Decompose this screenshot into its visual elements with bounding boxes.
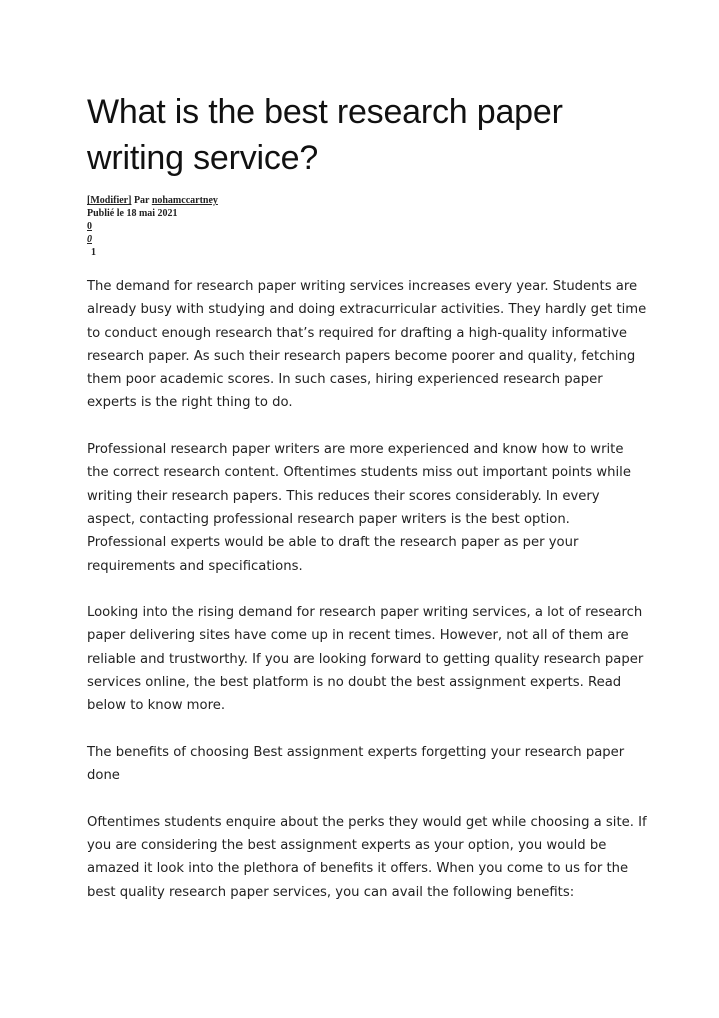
published-date: Publié le 18 mai 2021: [87, 208, 178, 219]
page-title: What is the best research paper writing service?: [87, 93, 563, 177]
par-label: Par: [133, 195, 150, 206]
modifier-link[interactable]: [Modifier]: [87, 195, 132, 206]
count-link-a[interactable]: 0: [87, 221, 92, 232]
author-link[interactable]: nohamccartney: [151, 195, 218, 206]
paragraph-3: Looking into the rising demand for research paper writing services, a lot of research paper delivering sites have come up in recent times. However, not all of them are reliable and trustworthy. If you are looking forward to getting quality research paper services online, the best platform is no doubt the best assignment experts. Read below to know more.: [87, 605, 644, 714]
paragraph-1: The demand for research paper writing services increases every year. Students are already busy with studying and doing extracurricular activities. They hardly get time to conduct enough research that’s required for drafting a high-quality informative research paper. As such their research papers become poorer and quality, fetching them poor academic scores. In such cases, hiring experienced research paper experts is the right thing to do.: [87, 279, 647, 411]
count-link-b[interactable]: 0: [87, 234, 92, 245]
paragraph-4: The benefits of choosing Best assignment experts forgetting your research paper done: [87, 744, 625, 784]
document-page: [87, 89, 647, 927]
paragraph-5: Oftentimes students enquire about the perks they would get while choosing a site. If you are considering the best assignment experts as your option, you would be amazed it look into the plethora of benefits it offers. When you come to us for the best quality research paper services, you can avail the following benefits:: [87, 814, 647, 900]
count-c: 1: [91, 247, 96, 258]
article-meta: [87, 194, 647, 259]
byline: [87, 194, 647, 207]
paragraph-2: Professional research paper writers are more experienced and know how to write the correct research content. Oftentimes students miss out important points while writing their research papers. This reduces their scores considerably. In every aspect, contacting professional research paper writers is the best option. Professional experts would be able to draft the research paper as per your requirements and specifications.: [87, 442, 631, 574]
article-body: [87, 275, 647, 904]
